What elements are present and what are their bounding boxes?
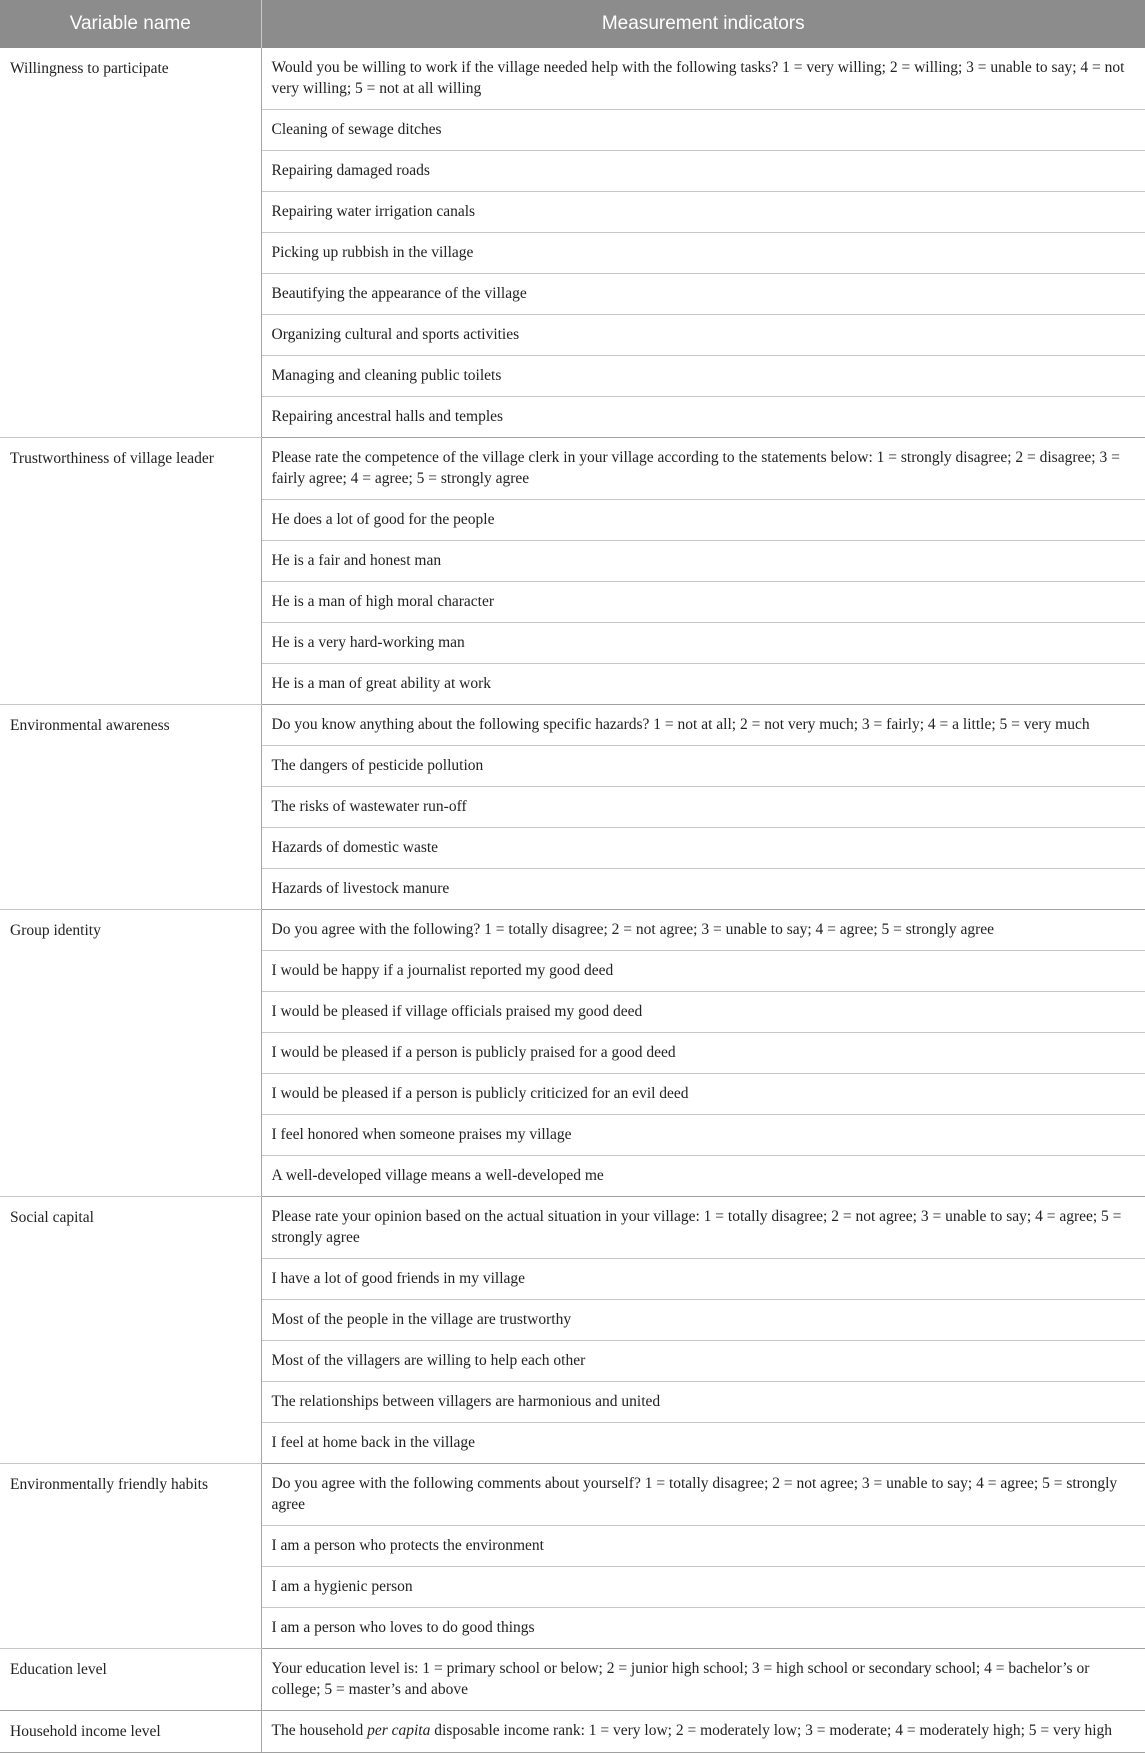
indicator-cell: Most of the people in the village are trustworthy	[261, 1300, 1145, 1341]
indicator-cell: The risks of wastewater run-off	[261, 787, 1145, 828]
table-body	[0, 48, 1145, 1753]
table-row	[0, 438, 1145, 500]
indicator-text: The household	[271, 1722, 368, 1739]
indicator-cell: I would be pleased if a person is publicly criticized for an evil deed	[261, 1074, 1145, 1115]
indicator-question-cell: Do you agree with the following comments about yourself? 1 = totally disagree; 2 = not agree; 3 = unable to say; 4 = agree; 5 = strongly agree	[261, 1464, 1145, 1526]
indicator-cell: He is a man of high moral character	[261, 582, 1145, 623]
indicator-cell: Beautifying the appearance of the village	[261, 274, 1145, 315]
indicator-cell: I feel honored when someone praises my village	[261, 1115, 1145, 1156]
indicator-cell: I feel at home back in the village	[261, 1423, 1145, 1464]
indicator-cell: Managing and cleaning public toilets	[261, 356, 1145, 397]
table-row	[0, 705, 1145, 746]
indicator-cell: I am a person who loves to do good things	[261, 1608, 1145, 1649]
table-row	[0, 1197, 1145, 1259]
indicator-question-cell: Do you agree with the following? 1 = totally disagree; 2 = not agree; 3 = unable to say; 4 = agree; 5 = strongly agree	[261, 910, 1145, 951]
indicator-question-cell: Would you be willing to work if the village needed help with the following tasks? 1 = very willing; 2 = willing; 3 = unable to say; 4 = not very willing; 5 = not at all willing	[261, 48, 1145, 110]
indicator-cell: Repairing damaged roads	[261, 151, 1145, 192]
indicator-cell: I am a person who protects the environment	[261, 1526, 1145, 1567]
indicator-cell: He is a very hard-working man	[261, 623, 1145, 664]
indicator-cell: A well-developed village means a well-developed me	[261, 1156, 1145, 1197]
indicator-question-cell: Do you know anything about the following specific hazards? 1 = not at all; 2 = not very much; 3 = fairly; 4 = a little; 5 = very much	[261, 705, 1145, 746]
indicator-cell: The dangers of pesticide pollution	[261, 746, 1145, 787]
indicator-cell: He is a man of great ability at work	[261, 664, 1145, 705]
indicator-cell: I would be happy if a journalist reported my good deed	[261, 951, 1145, 992]
header-row	[0, 0, 1145, 48]
variable-name-cell: Environmental awareness	[0, 705, 261, 910]
table-row	[0, 48, 1145, 110]
indicator-cell: I would be pleased if village officials praised my good deed	[261, 992, 1145, 1033]
indicator-cell: Hazards of livestock manure	[261, 869, 1145, 910]
indicator-cell: Repairing water irrigation canals	[261, 192, 1145, 233]
indicator-cell: Most of the villagers are willing to help each other	[261, 1341, 1145, 1382]
indicator-cell: Repairing ancestral halls and temples	[261, 397, 1145, 438]
indicator-cell: Organizing cultural and sports activities	[261, 315, 1145, 356]
variable-name-cell: Group identity	[0, 910, 261, 1197]
indicator-cell: I would be pleased if a person is publicly praised for a good deed	[261, 1033, 1145, 1074]
table-row	[0, 1649, 1145, 1711]
variable-name-cell: Trustworthiness of village leader	[0, 438, 261, 705]
variable-name-cell: Willingness to participate	[0, 48, 261, 438]
variable-name-cell: Environmentally friendly habits	[0, 1464, 261, 1649]
variable-name-cell: Education level	[0, 1649, 261, 1711]
indicator-text: disposable income rank: 1 = very low; 2 = moderately low; 3 = moderate; 4 = moderately high; 5 = very high	[430, 1722, 1112, 1739]
table-row	[0, 1711, 1145, 1753]
indicator-question-cell: Please rate your opinion based on the actual situation in your village: 1 = totally disagree; 2 = not agree; 3 = unable to say; 4 = agree; 5 = strongly agree	[261, 1197, 1145, 1259]
table-row	[0, 1464, 1145, 1526]
indicator-cell	[261, 1711, 1145, 1753]
indicator-cell: I am a hygienic person	[261, 1567, 1145, 1608]
indicator-question-cell: Your education level is: 1 = primary school or below; 2 = junior high school; 3 = high school or secondary school; 4 = bachelor’s or college; 5 = master’s and above	[261, 1649, 1145, 1711]
indicator-cell: The relationships between villagers are harmonious and united	[261, 1382, 1145, 1423]
indicator-cell: He is a fair and honest man	[261, 541, 1145, 582]
variable-name-cell: Household income level	[0, 1711, 261, 1753]
indicator-question-cell: Please rate the competence of the village clerk in your village according to the statements below: 1 = strongly disagree; 2 = disagree; 3 = fairly agree; 4 = agree; 5 = strongly agree	[261, 438, 1145, 500]
variable-name-cell: Social capital	[0, 1197, 261, 1464]
indicator-cell: I have a lot of good friends in my village	[261, 1259, 1145, 1300]
indicator-cell: Hazards of domestic waste	[261, 828, 1145, 869]
indicator-cell: Picking up rubbish in the village	[261, 233, 1145, 274]
indicator-text-italic: per capita	[367, 1722, 431, 1739]
header-variable-name: Variable name	[0, 0, 261, 48]
indicator-cell: He does a lot of good for the people	[261, 500, 1145, 541]
header-measurement-indicators: Measurement indicators	[261, 0, 1145, 48]
indicator-cell: Cleaning of sewage ditches	[261, 110, 1145, 151]
table-row	[0, 910, 1145, 951]
